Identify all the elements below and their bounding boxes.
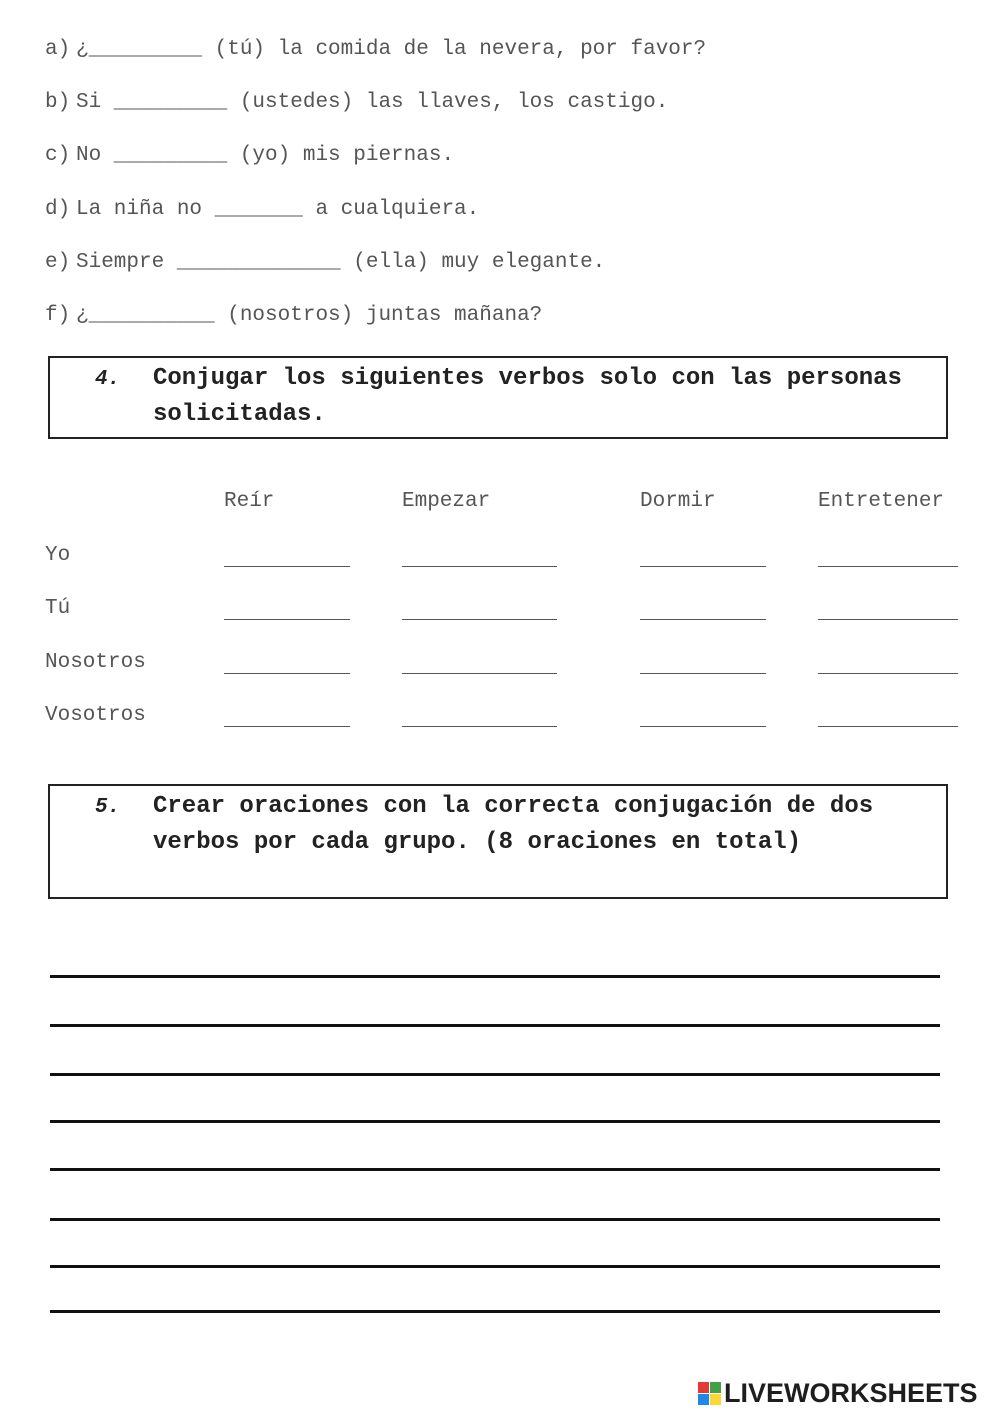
line-text: ¿_________ (tú) la comida de la nevera, por favor? [76, 38, 707, 61]
blank-vosotros-empezar[interactable] [402, 726, 557, 727]
logo-square-yellow [710, 1394, 721, 1405]
line-label: e) [45, 251, 71, 274]
blank-nosotros-entretener[interactable] [818, 673, 958, 674]
verb-header-entretener: Entretener [818, 490, 945, 513]
line-label: f) [45, 304, 71, 327]
blank-nosotros-empezar[interactable] [402, 673, 557, 674]
liveworksheets-logo-icon [698, 1382, 721, 1405]
writing-line-1[interactable] [50, 975, 940, 978]
line-label: a) [45, 38, 71, 61]
blank-yo-empezar[interactable] [402, 566, 557, 567]
line-label: c) [45, 144, 71, 167]
exercise4-instruction: Conjugar los siguientes verbos solo con las personas solicitadas. [153, 365, 902, 428]
blank-tu-entretener[interactable] [818, 619, 958, 620]
blank-nosotros-dormir[interactable] [640, 673, 766, 674]
blank-tu-dormir[interactable] [640, 619, 766, 620]
blank-vosotros-dormir[interactable] [640, 726, 766, 727]
line-label: d) [45, 198, 71, 221]
line-text: Siempre _____________ (ella) muy elegante. [76, 251, 606, 274]
liveworksheets-logo-text: LIVEWORKSHEETS [724, 1377, 978, 1408]
person-label-nosotros: Nosotros [45, 651, 146, 674]
logo-square-blue [698, 1394, 709, 1405]
exercise3-line-c [45, 144, 454, 168]
line-text: ¿__________ (nosotros) juntas mañana? [76, 304, 543, 327]
exercise4-number: 4. [95, 368, 121, 391]
exercise3-line-e [45, 251, 605, 275]
blank-yo-reir[interactable] [224, 566, 350, 567]
person-label-vosotros: Vosotros [45, 704, 146, 727]
blank-tu-empezar[interactable] [402, 619, 557, 620]
writing-line-3[interactable] [50, 1073, 940, 1076]
exercise4-instruction-box [48, 356, 948, 439]
exercise5-number: 5. [95, 796, 121, 819]
blank-yo-dormir[interactable] [640, 566, 766, 567]
blank-vosotros-entretener[interactable] [818, 726, 958, 727]
writing-line-6[interactable] [50, 1218, 940, 1221]
line-text: Si _________ (ustedes) las llaves, los castigo. [76, 91, 669, 114]
person-label-tu: Tú [45, 597, 71, 620]
writing-line-5[interactable] [50, 1168, 940, 1171]
writing-line-4[interactable] [50, 1120, 940, 1123]
writing-line-7[interactable] [50, 1265, 940, 1268]
exercise3-line-a [45, 38, 706, 62]
blank-nosotros-reir[interactable] [224, 673, 350, 674]
verb-header-dormir: Dormir [640, 490, 716, 513]
liveworksheets-logo [698, 1378, 978, 1408]
exercise5-instruction-box [48, 784, 948, 899]
verb-header-reir: Reír [224, 490, 275, 513]
exercise3-line-b [45, 91, 668, 115]
exercise3-line-d [45, 198, 479, 222]
line-label: b) [45, 91, 71, 114]
blank-yo-entretener[interactable] [818, 566, 958, 567]
line-text: La niña no _______ a cualquiera. [76, 198, 480, 221]
exercise5-instruction: Crear oraciones con la correcta conjugación de dos verbos por cada grupo. (8 oraciones en total) [153, 793, 874, 856]
blank-vosotros-reir[interactable] [224, 726, 350, 727]
verb-header-empezar: Empezar [402, 490, 491, 513]
logo-square-green [710, 1382, 721, 1393]
line-text: No _________ (yo) mis piernas. [76, 144, 455, 167]
writing-line-2[interactable] [50, 1024, 940, 1027]
person-label-yo: Yo [45, 544, 71, 567]
blank-tu-reir[interactable] [224, 619, 350, 620]
exercise3-line-f [45, 304, 542, 328]
writing-line-8[interactable] [50, 1310, 940, 1313]
logo-square-red [698, 1382, 709, 1393]
